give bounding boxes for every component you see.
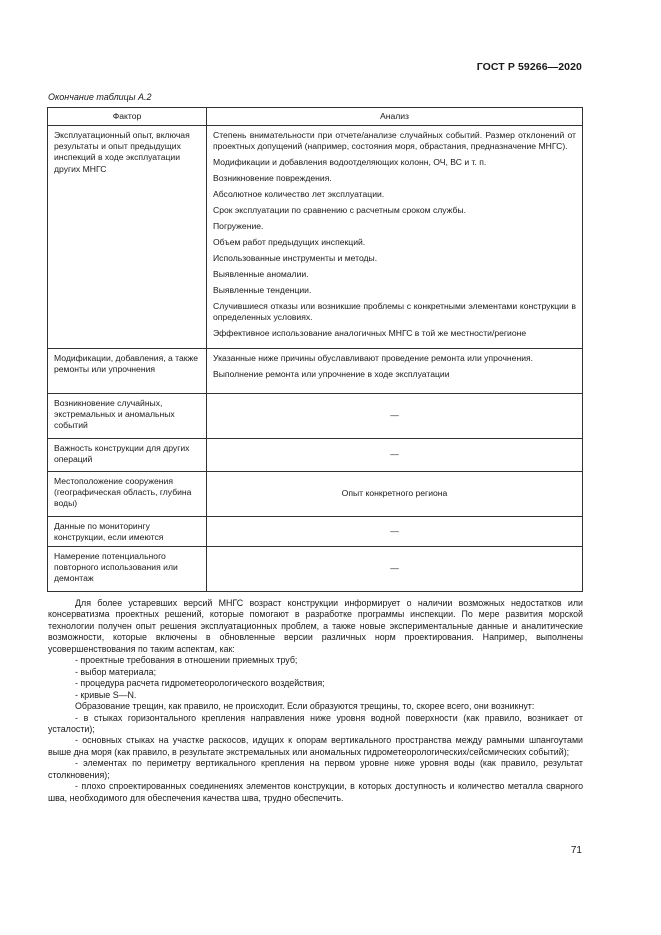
factor-cell: Данные по мониторингу конструкции, если имеются [48, 517, 207, 547]
page-number: 71 [570, 845, 582, 856]
document-header: ГОСТ Р 59266—2020 [476, 61, 582, 73]
table-row [48, 349, 583, 394]
list-item: - основных стыках на участке раскосов, идущих к опорам вертикального пространства между рамными шпангоутами выше дна моря (как правило, в результате экстремальных или аномальных гидрометеорологических/сейсмических событий); [48, 735, 583, 757]
analysis-line: Случившиеся отказы или возникшие проблемы с конкретными элементами конструкции в определенных условиях. [213, 301, 576, 323]
factor-cell: Модификации, добавления, а также ремонты или упрочнения [48, 349, 207, 394]
analysis-line: Степень внимательности при отчете/анализе случайных событий. Размер отклонений от проектных допущений (например, состояния моря, обрастания, предназначение МНГС). [213, 130, 576, 152]
analysis-cell [207, 349, 583, 394]
factor-cell: Возникновение случайных, экстремальных и аномальных событий [48, 394, 207, 439]
analysis-table [47, 107, 583, 592]
analysis-line: Абсолютное количество лет эксплуатации. [213, 189, 385, 200]
table-caption: Окончание таблицы А.2 [48, 92, 152, 102]
factor-cell: Местоположение сооружения (географическая область, глубина воды) [48, 472, 207, 517]
column-header-analysis: Анализ [207, 108, 583, 126]
list-item: - в стыках горизонтального крепления направления ниже уровня водной поверхности (как правило, возникает от усталости); [48, 712, 583, 734]
table-header-row [48, 108, 583, 126]
analysis-cell: Опыт конкретного региона [207, 472, 583, 517]
factor-cell: Эксплуатационный опыт, включая результаты и опыт предыдущих инспекций в ходе эксплуатации других МНГС [48, 126, 207, 349]
analysis-line: Объем работ предыдущих инспекций. [213, 237, 366, 248]
analysis-line: Указанные ниже причины обуславливают проведение ремонта или упрочнения. [213, 353, 534, 363]
body-text [48, 598, 583, 804]
table-row [48, 126, 583, 349]
analysis-line: Модификации и добавления водоотделяющих колонн, ОЧ, ВС и т. п. [213, 157, 487, 168]
analysis-cell: — [207, 439, 583, 472]
analysis-line: Срок эксплуатации по сравнению с расчетным сроком службы. [213, 205, 466, 216]
table-row [48, 547, 583, 592]
factor-cell: Важность конструкции для других операций [48, 439, 207, 472]
analysis-line: Использованные инструменты и методы. [213, 253, 378, 264]
list-item: - проектные требования в отношении приемных труб; [75, 655, 298, 666]
paragraph: Образование трещин, как правило, не происходит. Если образуются трещины, то, скорее всего, они возникнут: [75, 701, 535, 712]
analysis-cell: — [207, 394, 583, 439]
paragraph: Для более устаревших версий МНГС возраст конструкции информирует о наличии возможных недостатков или консерватизма проектных решений, которые помогают в разработке программы инспекции. По мере развития морской технологии получен опыт решения эксплуатационных проблем, а также новые экспериментальные данные и аналитические возможности, которые включены в обновленные версии различных норм проектирования. Например, выполнены усовершенствования по таким аспектам, как: [48, 598, 583, 654]
list-item: - процедура расчета гидрометеорологического воздействия; [75, 678, 325, 689]
analysis-line: Эффективное использование аналогичных МНГС в той же местности/регионе [213, 328, 527, 339]
table-row [48, 472, 583, 517]
factor-cell: Намерение потенциального повторного использования или демонтаж [48, 547, 207, 592]
analysis-cell [207, 126, 583, 349]
list-item: - элементах по периметру вертикального крепления на первом уровне ниже уровня воды (как правило, результат столкновения); [48, 758, 583, 780]
analysis-line: Выявленные тенденции. [213, 285, 312, 296]
table-row [48, 517, 583, 547]
analysis-line: Выявленные аномалии. [213, 269, 309, 280]
analysis-line: Выполнение ремонта или упрочнение в ходе эксплуатации [213, 369, 450, 379]
analysis-cell: — [207, 517, 583, 547]
analysis-line: Погружение. [213, 221, 264, 232]
list-item: - плохо спроектированных соединениях элементов конструкции, в которых доступность и количество металла сварного шва, необходимого для обеспечения качества шва, трудно обеспечить. [48, 781, 583, 803]
list-item: - кривые S—N. [75, 689, 137, 700]
list-item: - выбор материала; [75, 666, 157, 677]
table-row [48, 394, 583, 439]
analysis-line: Возникновение повреждения. [213, 173, 332, 184]
column-header-factor: Фактор [48, 108, 207, 126]
table-row [48, 439, 583, 472]
analysis-cell: — [207, 547, 583, 592]
